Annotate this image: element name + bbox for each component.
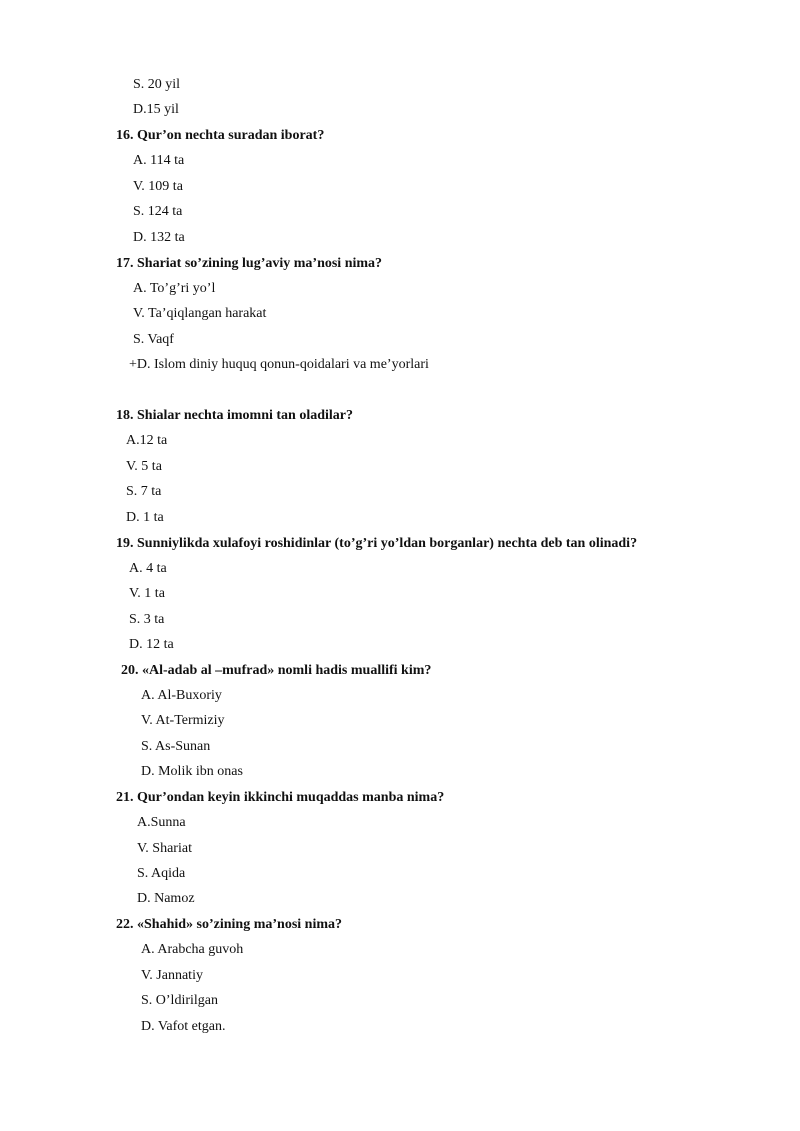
option-line: D.15 yil	[133, 102, 179, 117]
option-line: V. 5 ta	[126, 459, 162, 474]
question-line: 18. Shialar nechta imomni tan oladilar?	[116, 408, 353, 423]
option-line: V. 109 ta	[133, 179, 183, 194]
option-line: V. Shariat	[137, 841, 192, 856]
option-line: V. At-Termiziy	[141, 713, 225, 728]
option-line: V. 1 ta	[129, 586, 165, 601]
question-line: 20. «Al-adab al –mufrad» nomli hadis muallifi kim?	[121, 663, 432, 678]
option-line: S. Aqida	[137, 866, 186, 881]
option-line: A.12 ta	[126, 433, 168, 448]
question-line: 19. Sunniylikda xulafoyi roshidinlar (to’g’ri yo’ldan borganlar) nechta deb tan olinadi?	[116, 536, 638, 551]
option-line: D. Vafot etgan.	[141, 1019, 226, 1034]
option-line: S. O’ldirilgan	[141, 993, 218, 1008]
option-line: S. 124 ta	[133, 204, 183, 219]
option-line: D. 1 ta	[126, 510, 164, 525]
option-line: S. As-Sunan	[141, 739, 211, 754]
option-line: A. Al-Buxoriy	[141, 688, 222, 703]
question-line: 22. «Shahid» so’zining ma’nosi nima?	[116, 917, 342, 932]
option-line: A. To’g’ri yo’l	[133, 281, 216, 296]
option-line: V. Jannatiy	[141, 968, 203, 983]
option-line: A. Arabcha guvoh	[141, 942, 244, 957]
option-line: D. 12 ta	[129, 637, 174, 652]
question-line: 17. Shariat so’zining lug’aviy ma’nosi nima?	[116, 256, 383, 271]
option-line: D. 132 ta	[133, 230, 185, 245]
option-line: A. 4 ta	[129, 561, 167, 576]
option-line: +D. Islom diniy huquq qonun-qoidalari va me’yorlari	[129, 357, 429, 372]
option-line: A. 114 ta	[133, 153, 185, 168]
option-line: D. Namoz	[137, 891, 195, 906]
question-line: 16. Qur’on nechta suradan iborat?	[116, 128, 325, 143]
question-line: 21. Qur’ondan keyin ikkinchi muqaddas manba nima?	[116, 790, 445, 805]
option-line: S. 3 ta	[129, 612, 165, 627]
option-line: S. Vaqf	[133, 332, 174, 347]
option-line: S. 7 ta	[126, 484, 162, 499]
option-line: V. Ta’qiqlangan harakat	[133, 306, 267, 321]
option-line: D. Molik ibn onas	[141, 764, 243, 779]
option-line: A.Sunna	[137, 815, 186, 830]
option-line: S. 20 yil	[133, 77, 181, 92]
